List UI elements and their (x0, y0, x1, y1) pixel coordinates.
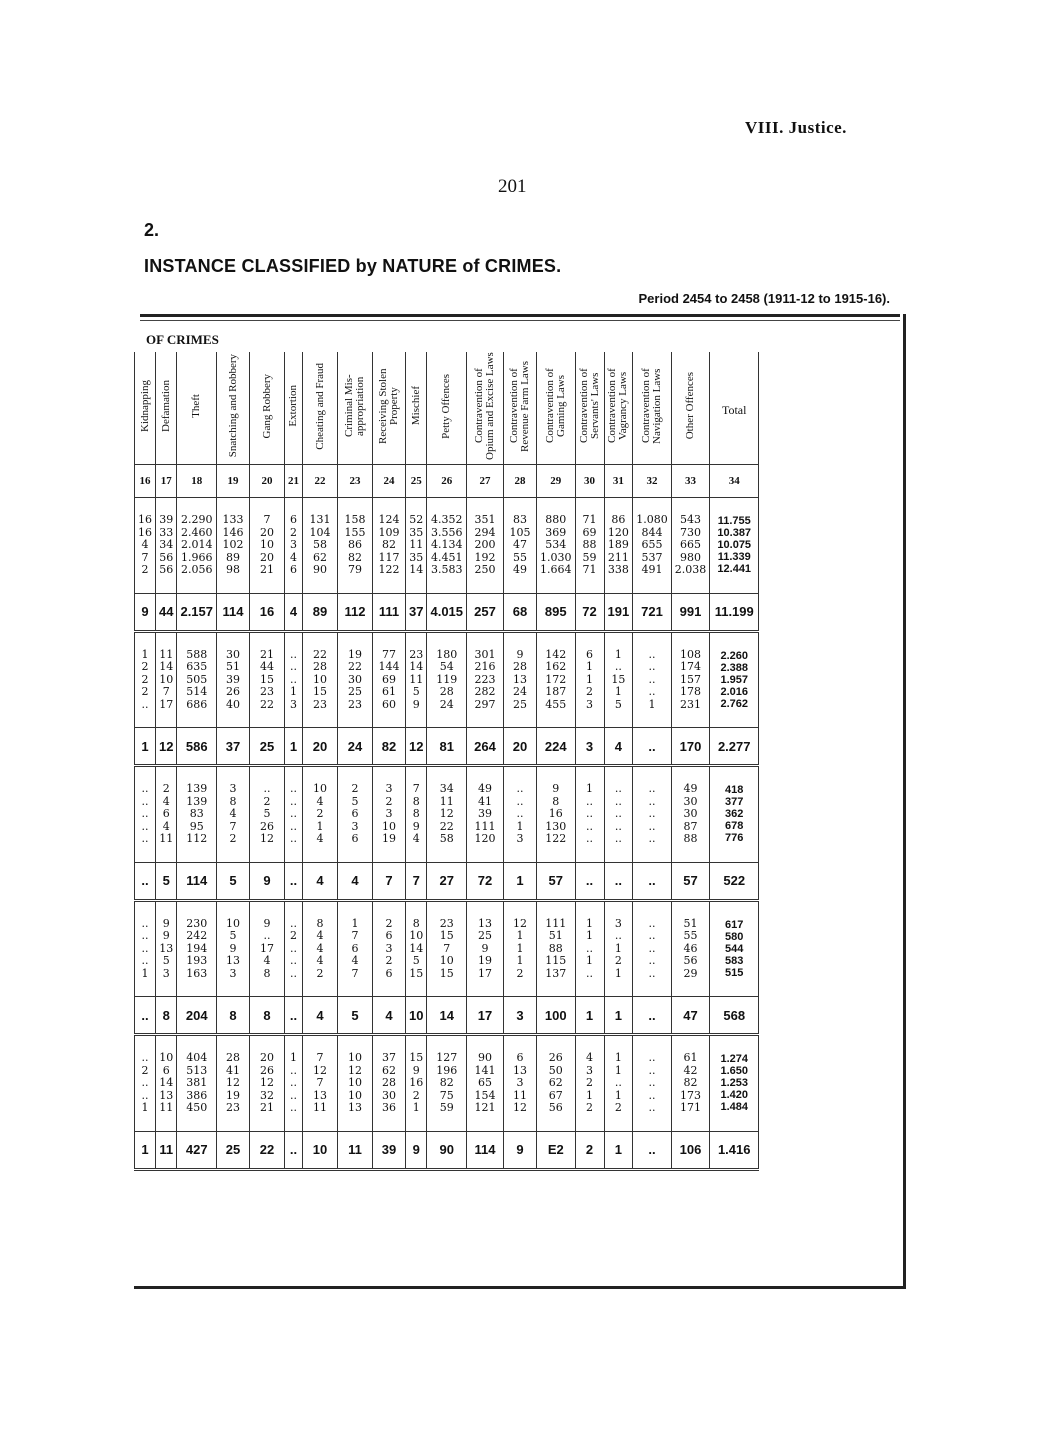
data-cell: 49 41 39 111 120 (467, 766, 504, 863)
top-rule (140, 314, 900, 317)
summary-cell: 1 (504, 862, 537, 900)
data-cell: 6 13 3 11 12 (504, 1035, 537, 1132)
column-header-label: Receiving Stolen Property (377, 368, 401, 444)
data-cell: .. .. .. .. .. (135, 766, 156, 863)
data-cell: 1 .. .. .. .. (285, 1035, 303, 1132)
summary-cell: 2.157 (177, 593, 217, 631)
summary-cell: 12 (406, 728, 427, 766)
data-cell: 77 144 69 61 60 (373, 631, 406, 728)
data-cell: .. 2 5 26 12 (250, 766, 285, 863)
summary-cell: 568 (710, 997, 759, 1035)
data-cell: 111 51 88 115 137 (537, 900, 576, 997)
summary-cell: 111 (373, 593, 406, 631)
column-header-label: Criminal Mis-appropriation (343, 374, 367, 438)
column-number: 20 (250, 465, 285, 498)
data-cell: 158 155 86 82 79 (338, 498, 373, 594)
data-cell: 3 .. 1 2 1 (604, 900, 633, 997)
data-cell: 23 14 11 5 9 (406, 631, 427, 728)
summary-cell: 1 (604, 997, 633, 1035)
summary-cell: .. (135, 997, 156, 1035)
column-number: 23 (338, 465, 373, 498)
column-header (338, 352, 373, 465)
section-title: VIII. Justice. (745, 118, 847, 137)
table-title: INSTANCE CLASSIFIED by NATURE of CRIMES. (144, 256, 562, 276)
summary-cell: 44 (156, 593, 177, 631)
column-number: 33 (671, 465, 710, 498)
summary-cell: 72 (467, 862, 504, 900)
data-cell: 23 15 7 10 15 (427, 900, 467, 997)
column-number: 21 (285, 465, 303, 498)
column-header (671, 352, 710, 465)
data-cell: 86 120 189 211 338 (604, 498, 633, 594)
data-cell: 1.080 844 655 537 491 (633, 498, 672, 594)
data-cell: 6 2 3 4 6 (285, 498, 303, 594)
summary-cell: 191 (604, 593, 633, 631)
data-cell: 20 26 12 32 21 (250, 1035, 285, 1132)
summary-row (135, 862, 759, 900)
data-cell: 49 30 30 87 88 (671, 766, 710, 863)
data-cell: 26 50 62 67 56 (537, 1035, 576, 1132)
column-header-label: Contravention of Servants' Laws (577, 368, 601, 444)
data-cell: 10 12 10 10 13 (338, 1035, 373, 1132)
table-number: 2. (144, 220, 160, 240)
summary-cell: 895 (537, 593, 576, 631)
summary-cell: 4 (285, 593, 303, 631)
summary-cell: .. (633, 997, 672, 1035)
data-cell: 1 1 .. 1 2 (604, 1035, 633, 1132)
data-cell: 543 730 665 980 2.038 (671, 498, 710, 594)
data-cell: .. .. .. .. .. (285, 766, 303, 863)
summary-cell: 1 (135, 1131, 156, 1169)
column-header (303, 352, 338, 465)
data-cell: 13 25 9 19 17 (467, 900, 504, 997)
bottom-rule (134, 1286, 906, 1289)
column-header (710, 352, 759, 465)
summary-cell: 39 (373, 1131, 406, 1169)
summary-cell: 114 (467, 1131, 504, 1169)
summary-cell: .. (135, 862, 156, 900)
year-rows-block (135, 900, 759, 997)
summary-cell: 427 (177, 1131, 217, 1169)
column-header (633, 352, 672, 465)
data-cell: 133 146 102 89 98 (217, 498, 250, 594)
summary-cell: 5 (156, 862, 177, 900)
data-cell: 3 2 3 10 19 (373, 766, 406, 863)
summary-cell: .. (285, 862, 303, 900)
data-cell: .. .. .. 1 3 (504, 766, 537, 863)
data-cell: 180 54 119 28 24 (427, 631, 467, 728)
summary-cell: 991 (671, 593, 710, 631)
summary-cell: 4.015 (427, 593, 467, 631)
data-cell: 131 104 58 62 90 (303, 498, 338, 594)
data-cell: .. 2 .. .. .. (285, 900, 303, 997)
data-cell: 19 22 30 25 23 (338, 631, 373, 728)
column-header-label: Theft (190, 394, 203, 418)
data-cell: 2.260 2.388 1.957 2.016 2.762 (710, 631, 759, 728)
data-cell: 127 196 82 75 59 (427, 1035, 467, 1132)
data-cell: .. .. .. 1 3 (285, 631, 303, 728)
data-cell: 139 139 83 95 112 (177, 766, 217, 863)
summary-cell: 90 (427, 1131, 467, 1169)
data-cell: 12 1 1 1 2 (504, 900, 537, 997)
summary-cell: E2 (537, 1131, 576, 1169)
column-header-label: Contravention of Vagrancy Laws (606, 368, 630, 444)
data-cell: 404 513 381 386 450 (177, 1035, 217, 1132)
summary-cell: 27 (427, 862, 467, 900)
column-header-label: Total (721, 402, 747, 417)
column-number: 34 (710, 465, 759, 498)
column-header-label: Contravention of Opium and Excise Laws (473, 352, 497, 460)
crimes-table-wrapper (134, 352, 759, 1171)
summary-cell: 4 (303, 997, 338, 1035)
crimes-table (134, 352, 759, 1171)
data-cell: 22 28 10 15 23 (303, 631, 338, 728)
year-rows-block (135, 766, 759, 863)
data-cell: .. .. .. .. 1 (633, 631, 672, 728)
summary-cell: 9 (135, 593, 156, 631)
data-cell: 28 41 12 19 23 (217, 1035, 250, 1132)
data-cell: 124 109 82 117 122 (373, 498, 406, 594)
column-header (427, 352, 467, 465)
summary-cell: 8 (217, 997, 250, 1035)
data-cell: .. .. .. .. .. (633, 1035, 672, 1132)
data-cell: 21 44 15 23 22 (250, 631, 285, 728)
data-cell: 37 62 28 30 36 (373, 1035, 406, 1132)
data-cell: .. .. .. .. .. (633, 766, 672, 863)
summary-cell: 89 (303, 593, 338, 631)
summary-cell: 9 (250, 862, 285, 900)
summary-row (135, 728, 759, 766)
period-label: Period 2454 to 2458 (1911-12 to 1915-16). (638, 291, 890, 306)
column-header (537, 352, 576, 465)
data-cell: 83 105 47 55 49 (504, 498, 537, 594)
summary-cell: 25 (250, 728, 285, 766)
summary-cell: 4 (303, 862, 338, 900)
summary-cell: 10 (406, 997, 427, 1035)
data-cell: 108 174 157 178 231 (671, 631, 710, 728)
group-label: OF CRIMES (146, 332, 219, 347)
column-header-label: Defamation (159, 380, 172, 432)
column-number: 22 (303, 465, 338, 498)
column-header (250, 352, 285, 465)
data-cell: 39 33 34 56 56 (156, 498, 177, 594)
data-cell: 61 42 82 173 171 (671, 1035, 710, 1132)
data-cell: 10 6 14 13 11 (156, 1035, 177, 1132)
data-cell: 301 216 223 282 297 (467, 631, 504, 728)
summary-cell: .. (604, 862, 633, 900)
summary-cell: 4 (338, 862, 373, 900)
summary-cell: 224 (537, 728, 576, 766)
column-header (177, 352, 217, 465)
column-header-label: Mischief (409, 386, 422, 426)
summary-cell: 57 (671, 862, 710, 900)
data-cell: 30 51 39 26 40 (217, 631, 250, 728)
summary-cell: 114 (177, 862, 217, 900)
data-cell: 1 .. 15 1 5 (604, 631, 633, 728)
column-header (467, 352, 504, 465)
summary-cell: 1 (285, 728, 303, 766)
summary-row (135, 593, 759, 631)
data-cell: 230 242 194 193 163 (177, 900, 217, 997)
summary-cell: 47 (671, 997, 710, 1035)
column-header-label: Petty Offences (440, 373, 453, 439)
column-number: 24 (373, 465, 406, 498)
summary-cell: .. (285, 997, 303, 1035)
column-header (156, 352, 177, 465)
column-header (575, 352, 604, 465)
summary-cell: .. (633, 728, 672, 766)
column-number: 16 (135, 465, 156, 498)
summary-cell: .. (575, 862, 604, 900)
data-cell: 8 4 4 4 2 (303, 900, 338, 997)
data-cell: 15 9 16 2 1 (406, 1035, 427, 1132)
column-header-label: Contravention of Revenue Farm Laws (508, 360, 532, 452)
data-cell: 4.352 3.556 4.134 4.451 3.583 (427, 498, 467, 594)
summary-cell: 1 (604, 1131, 633, 1169)
summary-cell: 5 (217, 862, 250, 900)
column-header (504, 352, 537, 465)
data-cell: 617 580 544 583 515 (710, 900, 759, 997)
data-cell: 7 20 10 20 21 (250, 498, 285, 594)
column-number: 30 (575, 465, 604, 498)
data-cell: 11.755 10.387 10.075 11.339 12.441 (710, 498, 759, 594)
column-header-label: Gang Robbery (260, 373, 273, 439)
data-cell: 880 369 534 1.030 1.664 (537, 498, 576, 594)
summary-cell: 5 (338, 997, 373, 1035)
data-cell: 8 10 14 5 15 (406, 900, 427, 997)
summary-cell: 257 (467, 593, 504, 631)
data-cell: 10 4 2 1 4 (303, 766, 338, 863)
data-cell: 16 16 4 7 2 (135, 498, 156, 594)
summary-cell: 20 (303, 728, 338, 766)
summary-cell: 2.277 (710, 728, 759, 766)
summary-cell: 4 (604, 728, 633, 766)
data-cell: 6 1 1 2 3 (575, 631, 604, 728)
column-header (406, 352, 427, 465)
summary-cell: 82 (373, 728, 406, 766)
data-cell: 1 1 .. 1 .. (575, 900, 604, 997)
summary-cell: 4 (373, 997, 406, 1035)
column-header-label: Cheating and Fraud (313, 362, 326, 450)
summary-cell: 1 (575, 997, 604, 1035)
data-cell: 7 8 8 9 4 (406, 766, 427, 863)
summary-cell: 8 (156, 997, 177, 1035)
data-cell: 4 3 2 1 2 (575, 1035, 604, 1132)
summary-cell: 10 (303, 1131, 338, 1169)
data-cell: 52 35 11 35 14 (406, 498, 427, 594)
column-header-label: Kidnapping (138, 380, 151, 432)
summary-cell: 204 (177, 997, 217, 1035)
summary-cell: .. (633, 1131, 672, 1169)
data-cell: 588 635 505 514 686 (177, 631, 217, 728)
column-number: 27 (467, 465, 504, 498)
data-cell: 7 12 7 13 11 (303, 1035, 338, 1132)
page-number: 201 (498, 176, 527, 197)
column-header (373, 352, 406, 465)
data-cell: 351 294 200 192 250 (467, 498, 504, 594)
column-header-label: Extortion (287, 385, 300, 427)
data-cell: 90 141 65 154 121 (467, 1035, 504, 1132)
summary-cell: .. (285, 1131, 303, 1169)
summary-cell: 114 (217, 593, 250, 631)
column-number: 32 (633, 465, 672, 498)
summary-cell: 721 (633, 593, 672, 631)
summary-cell: 16 (250, 593, 285, 631)
data-cell: 3 8 4 7 2 (217, 766, 250, 863)
summary-cell: 7 (373, 862, 406, 900)
column-number: 17 (156, 465, 177, 498)
column-header-label: Snatching and Robbery (226, 354, 239, 458)
summary-cell: 24 (338, 728, 373, 766)
data-cell: 2 4 6 4 11 (156, 766, 177, 863)
data-cell: 10 5 9 13 3 (217, 900, 250, 997)
column-number: 29 (537, 465, 576, 498)
summary-cell: 586 (177, 728, 217, 766)
summary-cell: 9 (406, 1131, 427, 1169)
data-cell: 9 .. 17 4 8 (250, 900, 285, 997)
summary-cell: 37 (406, 593, 427, 631)
column-header (135, 352, 156, 465)
data-cell: 142 162 172 187 455 (537, 631, 576, 728)
summary-cell: 112 (338, 593, 373, 631)
summary-cell: 9 (504, 1131, 537, 1169)
data-cell: 1 2 2 2 .. (135, 631, 156, 728)
column-header-label: Contravention of Navigation Laws (639, 368, 663, 444)
summary-cell: 14 (427, 997, 467, 1035)
year-rows-block (135, 498, 759, 594)
column-number: 25 (406, 465, 427, 498)
year-rows-block (135, 1035, 759, 1132)
summary-cell: .. (633, 862, 672, 900)
data-cell: .. 2 .. .. 1 (135, 1035, 156, 1132)
summary-cell: 17 (467, 997, 504, 1035)
column-number: 26 (427, 465, 467, 498)
data-cell: 9 9 13 5 3 (156, 900, 177, 997)
data-cell: 71 69 88 59 71 (575, 498, 604, 594)
column-header (217, 352, 250, 465)
data-cell: 9 28 13 24 25 (504, 631, 537, 728)
column-number: 31 (604, 465, 633, 498)
year-rows-block (135, 631, 759, 728)
top-rule-thin (140, 320, 900, 321)
data-cell: .. .. .. .. .. (604, 766, 633, 863)
summary-cell: 72 (575, 593, 604, 631)
column-number: 18 (177, 465, 217, 498)
summary-cell: 11 (338, 1131, 373, 1169)
summary-cell: 81 (427, 728, 467, 766)
data-cell: .. .. .. .. .. (633, 900, 672, 997)
column-number: 19 (217, 465, 250, 498)
column-header-label: Contravention of Gaming Laws (543, 368, 567, 444)
column-number-row (135, 465, 759, 498)
column-header (285, 352, 303, 465)
summary-cell: 3 (575, 728, 604, 766)
column-header-label: Other Offences (683, 372, 696, 440)
summary-cell: 2 (575, 1131, 604, 1169)
summary-cell: 100 (537, 997, 576, 1035)
summary-row (135, 1131, 759, 1169)
header-row (135, 352, 759, 465)
summary-cell: 11 (156, 1131, 177, 1169)
summary-cell: 170 (671, 728, 710, 766)
data-cell: 2 6 3 2 6 (373, 900, 406, 997)
summary-cell: 12 (156, 728, 177, 766)
data-cell: 1.274 1.650 1.253 1.420 1.484 (710, 1035, 759, 1132)
summary-cell: 1.416 (710, 1131, 759, 1169)
summary-cell: 22 (250, 1131, 285, 1169)
right-rule (903, 314, 906, 1289)
summary-cell: 11.199 (710, 593, 759, 631)
summary-cell: 20 (504, 728, 537, 766)
summary-cell: 7 (406, 862, 427, 900)
data-cell: 2.290 2.460 2.014 1.966 2.056 (177, 498, 217, 594)
column-number: 28 (504, 465, 537, 498)
column-header (604, 352, 633, 465)
summary-cell: 25 (217, 1131, 250, 1169)
data-cell: 11 14 10 7 17 (156, 631, 177, 728)
data-cell: 9 8 16 130 122 (537, 766, 576, 863)
data-cell: 418 377 362 678 776 (710, 766, 759, 863)
data-cell: 51 55 46 56 29 (671, 900, 710, 997)
summary-cell: 106 (671, 1131, 710, 1169)
data-cell: 1 7 6 4 7 (338, 900, 373, 997)
summary-cell: 8 (250, 997, 285, 1035)
summary-row (135, 997, 759, 1035)
summary-cell: 1 (135, 728, 156, 766)
summary-cell: 68 (504, 593, 537, 631)
data-cell: 1 .. .. .. .. (575, 766, 604, 863)
data-cell: .. .. .. .. 1 (135, 900, 156, 997)
summary-cell: 3 (504, 997, 537, 1035)
summary-cell: 37 (217, 728, 250, 766)
data-cell: 2 5 6 3 6 (338, 766, 373, 863)
summary-cell: 264 (467, 728, 504, 766)
summary-cell: 57 (537, 862, 576, 900)
data-cell: 34 11 12 22 58 (427, 766, 467, 863)
summary-cell: 522 (710, 862, 759, 900)
